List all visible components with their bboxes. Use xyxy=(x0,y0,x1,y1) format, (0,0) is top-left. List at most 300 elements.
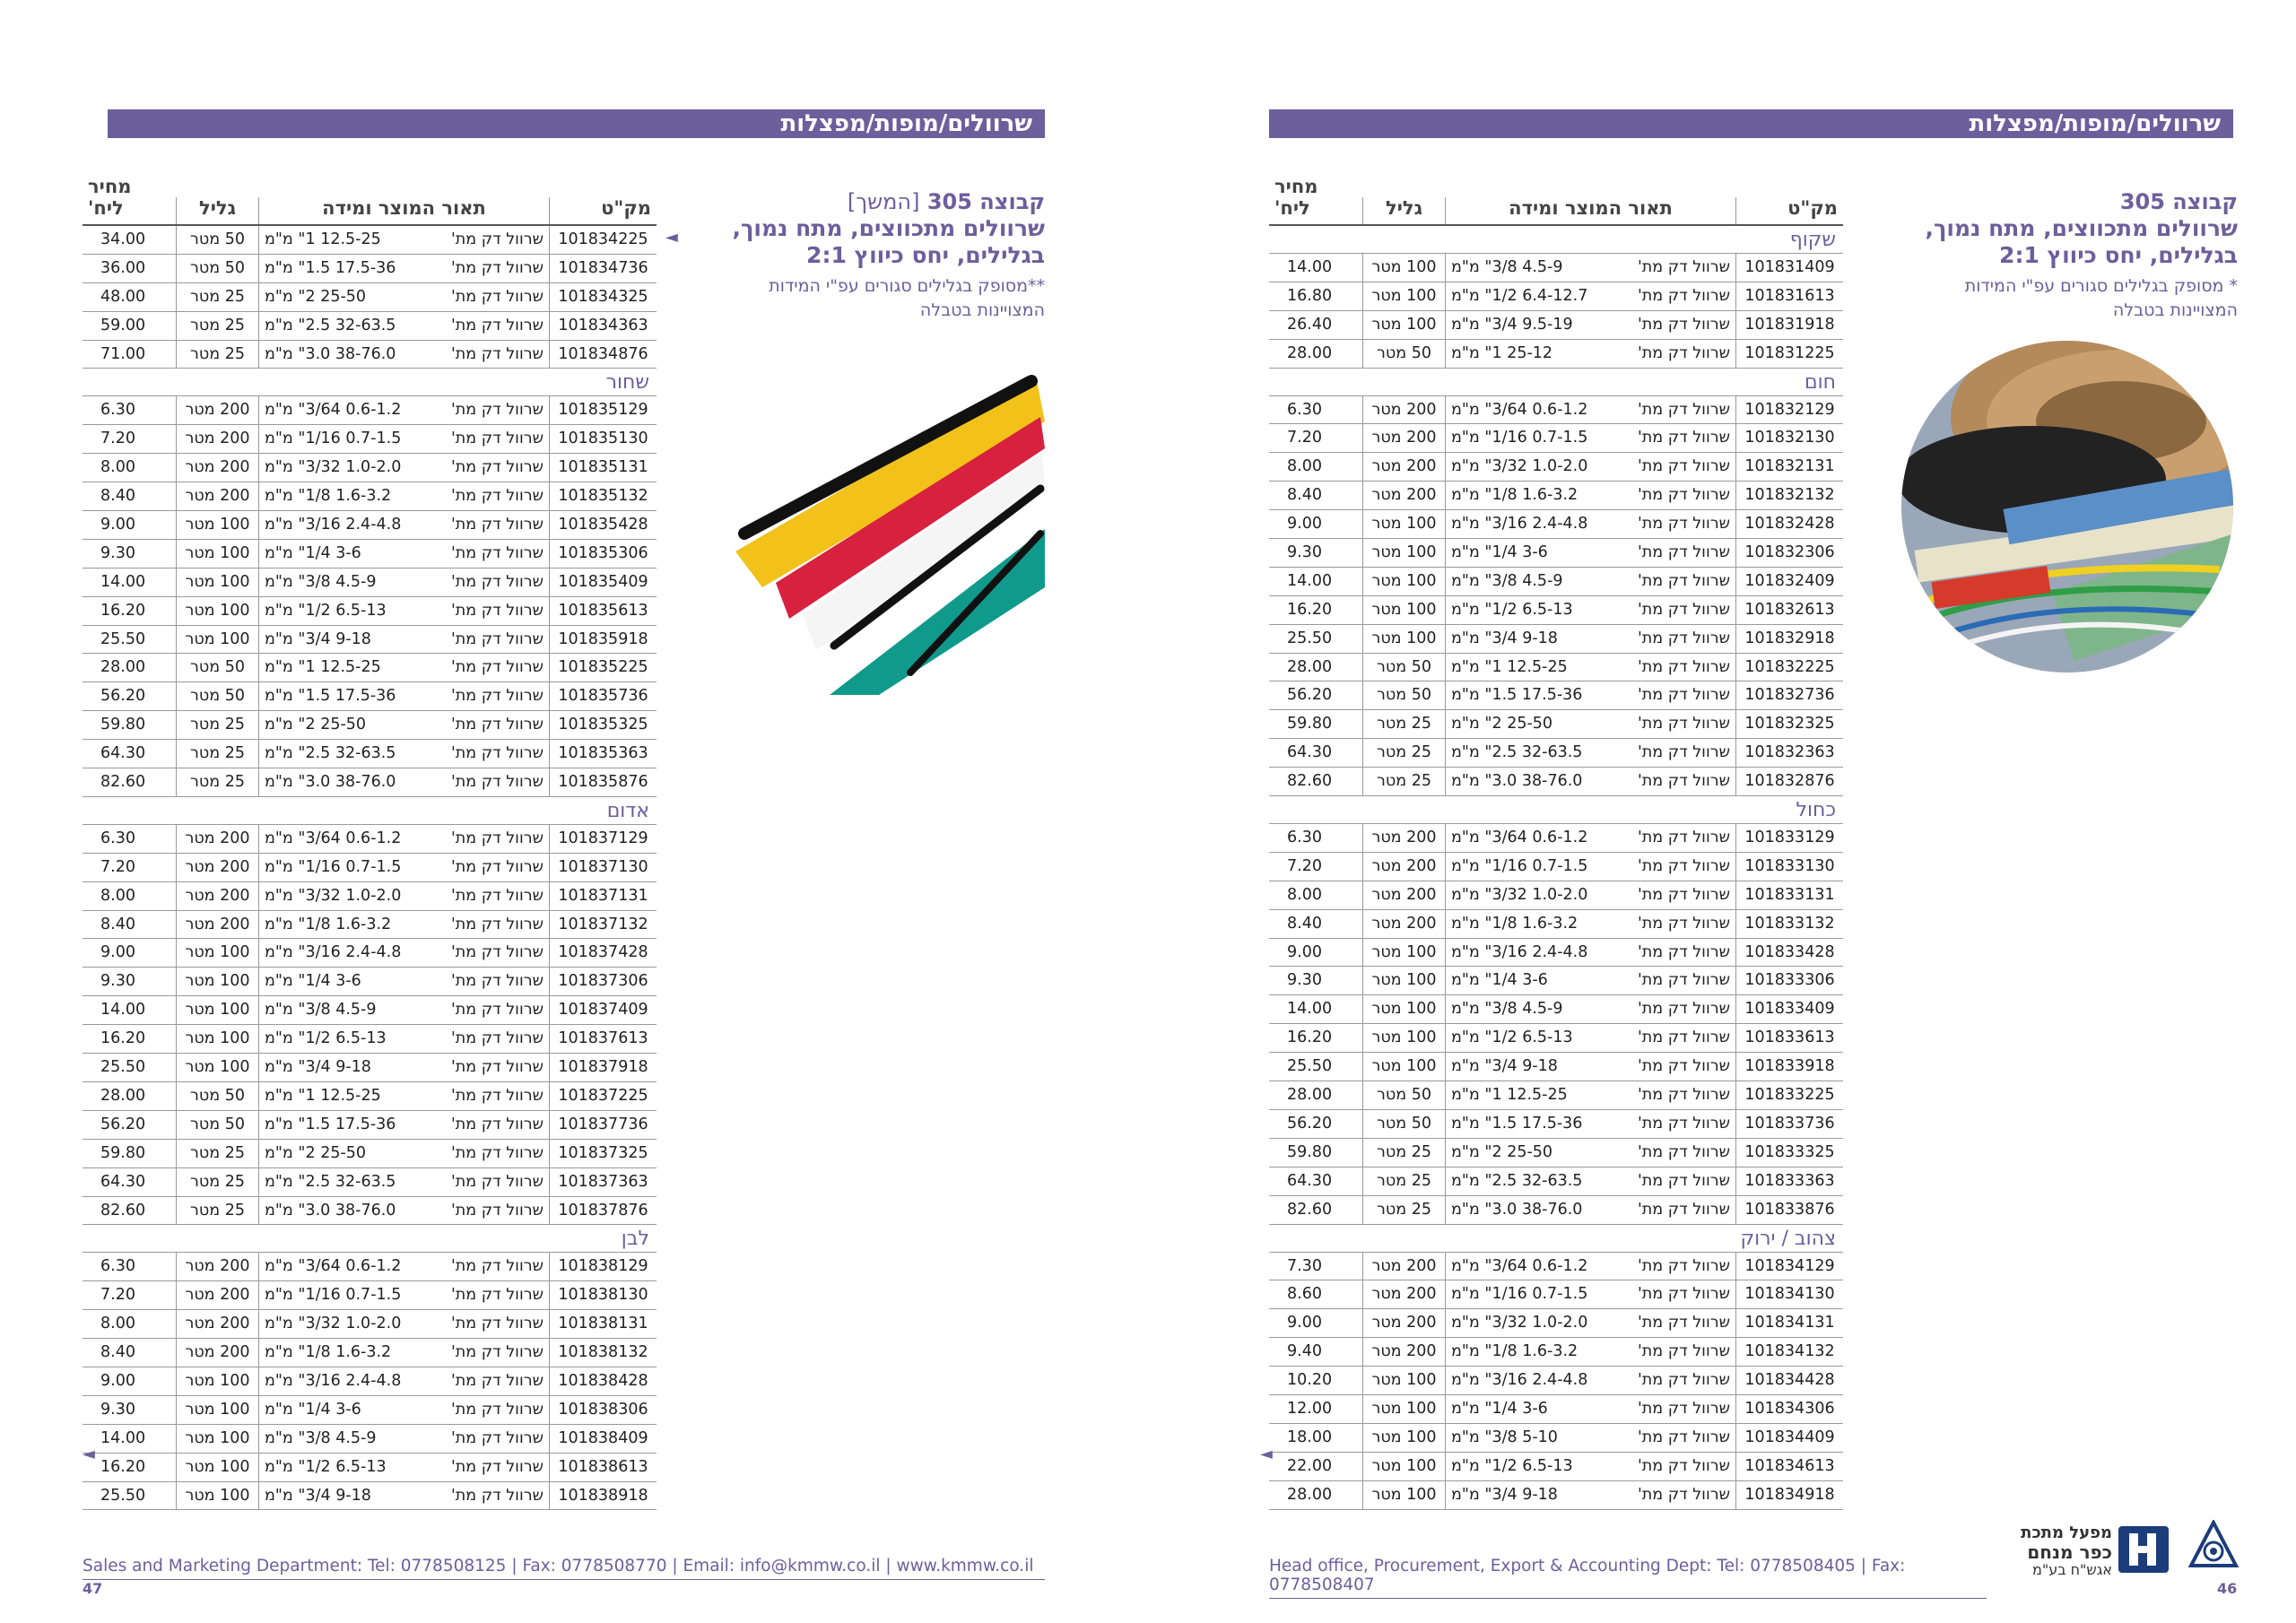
item-unit: מ"מ xyxy=(265,1172,293,1191)
item-description xyxy=(1445,311,1735,339)
item-description xyxy=(1445,510,1735,538)
item-unit: מ"מ xyxy=(1451,543,1480,562)
table-row xyxy=(83,1197,657,1226)
item-size-group xyxy=(1451,824,1587,852)
item-size-group xyxy=(1451,881,1587,909)
group-continued: [המשך] xyxy=(847,189,920,214)
item-description xyxy=(258,654,549,681)
item-size: 0.7-1.5 1/16" xyxy=(1484,429,1588,447)
item-unit: מ"מ xyxy=(1451,914,1480,933)
table-body xyxy=(83,226,657,1510)
table-row xyxy=(1269,910,1843,939)
item-roll-length: 50 מטר xyxy=(176,255,258,282)
item-size-group xyxy=(1451,1395,1548,1423)
supply-note-line2: המצויינות בטבלה xyxy=(919,300,1045,320)
table-row xyxy=(83,568,657,597)
item-size-group xyxy=(1451,424,1587,452)
item-unit: מ"מ xyxy=(1451,772,1480,791)
section-header-bar: שרוולים/מופות/מפצלות xyxy=(1269,109,2233,138)
item-size: 6.5-13 1/2" xyxy=(298,1457,387,1476)
item-description xyxy=(258,540,549,568)
item-code: 101834131 xyxy=(1735,1309,1843,1337)
item-unit: מ"מ xyxy=(1451,1342,1480,1361)
item-roll-length: 25 מטר xyxy=(176,341,258,369)
item-size-group xyxy=(1451,768,1582,795)
table-row xyxy=(83,597,657,626)
item-size: 2.4-4.8 3/16" xyxy=(298,1371,402,1390)
item-size: 6.5-13 1/2" xyxy=(298,601,387,620)
item-unit: מ"מ xyxy=(265,1115,293,1133)
table-row xyxy=(1269,1024,1843,1053)
item-description xyxy=(1445,824,1735,852)
item-size: 25-12 1" xyxy=(1484,343,1553,362)
item-size: 3-6 1/4" xyxy=(1484,543,1548,562)
item-size: 4.5-9 3/8" xyxy=(1484,1000,1563,1019)
heat-shrink-rolls-photo xyxy=(1897,336,2238,677)
table-row xyxy=(1269,1196,1843,1225)
item-price: 9.30 xyxy=(1287,971,1322,990)
item-price: 9.00 xyxy=(100,516,135,534)
item-price: 10.20 xyxy=(1287,1371,1333,1390)
item-unit: מ"מ xyxy=(265,886,293,905)
item-description xyxy=(1445,1424,1735,1452)
table-row xyxy=(83,454,657,482)
table-row xyxy=(83,1082,657,1111)
item-size-group xyxy=(265,511,401,539)
item-description xyxy=(1445,625,1735,653)
col-roll-header: גליל xyxy=(1362,197,1445,224)
item-unit: מ"מ xyxy=(1451,629,1480,647)
item-name: שרוול דק מת' xyxy=(450,430,544,448)
table-row xyxy=(83,540,657,568)
item-name: שרוול דק מת' xyxy=(450,1001,544,1020)
item-size-group xyxy=(265,1253,401,1280)
product-intro xyxy=(726,188,1045,323)
item-code: 101835131 xyxy=(549,454,657,482)
item-roll-length: 100 מטר xyxy=(1362,1395,1445,1423)
item-price: 7.30 xyxy=(1287,1256,1322,1275)
item-size-group xyxy=(265,1367,401,1395)
color-section-label: חום xyxy=(1269,369,1843,396)
item-name: שרוול דק מת' xyxy=(1637,1142,1730,1161)
item-size: 0.7-1.5 1/16" xyxy=(1484,856,1588,875)
item-price: 7.20 xyxy=(100,857,135,876)
item-size: 17.5-36 1.5" xyxy=(298,258,396,277)
item-roll-length: 50 מטר xyxy=(176,682,258,710)
item-code: 101831613 xyxy=(1735,282,1843,310)
item-size: 38-76.0 3.0" xyxy=(298,1201,396,1219)
item-roll-length: 100 מטר xyxy=(1362,625,1445,653)
item-size: 9.5-19 3/4" xyxy=(1484,315,1573,334)
table-row xyxy=(83,682,657,711)
item-size: 0.7-1.5 1/16" xyxy=(1484,1285,1588,1304)
item-code: 101834613 xyxy=(1735,1453,1843,1480)
item-price: 6.30 xyxy=(1287,400,1322,419)
item-code: 101837736 xyxy=(549,1111,657,1139)
item-unit: מ"מ xyxy=(265,773,293,792)
item-price: 22.00 xyxy=(1287,1456,1333,1475)
item-unit: מ"מ xyxy=(1451,600,1480,619)
table-row xyxy=(1269,1453,1843,1481)
item-size-group xyxy=(1451,1280,1587,1308)
item-code: 101838130 xyxy=(549,1281,657,1309)
item-size-group xyxy=(1451,1196,1582,1224)
item-code: 101835363 xyxy=(549,740,657,768)
item-description xyxy=(1445,654,1735,681)
item-size-group xyxy=(265,540,361,568)
item-price: 16.20 xyxy=(100,1457,146,1476)
item-name: שרוול דק מת' xyxy=(1637,343,1730,362)
item-size-group xyxy=(1451,625,1558,653)
item-name: שרוול דק מת' xyxy=(1637,743,1730,762)
table-row xyxy=(1269,967,1843,995)
item-description xyxy=(1445,1167,1735,1195)
item-size: 17.5-36 1.5" xyxy=(298,1115,396,1133)
item-code: 101834736 xyxy=(549,255,657,282)
item-roll-length: 100 מטר xyxy=(176,968,258,995)
item-size-group xyxy=(265,1396,361,1424)
item-size-group xyxy=(1451,654,1568,681)
item-code: 101834363 xyxy=(549,312,657,340)
item-size-group xyxy=(265,740,396,768)
item-size-group xyxy=(265,968,361,995)
group-title-text: קבוצה 305 xyxy=(926,189,1045,214)
item-roll-length: 200 מטר xyxy=(176,1339,258,1367)
item-size-group xyxy=(265,626,371,654)
item-code: 101835225 xyxy=(549,654,657,681)
item-roll-length: 25 מטר xyxy=(176,312,258,340)
item-name: שרוול דק מת' xyxy=(450,258,544,277)
table-row xyxy=(1269,1424,1843,1453)
item-roll-length: 25 מטר xyxy=(1362,1167,1445,1195)
item-unit: מ"מ xyxy=(1451,343,1480,362)
item-size: 3-6 1/4" xyxy=(1484,1399,1548,1418)
item-size: 1.0-2.0 3/32" xyxy=(1484,1314,1588,1332)
item-roll-length: 100 מטר xyxy=(176,597,258,625)
color-section-label: שקוף xyxy=(1269,226,1843,254)
item-code: 101832132 xyxy=(1735,482,1843,509)
item-name: שרוול דק מת' xyxy=(1637,286,1730,305)
item-code: 101837130 xyxy=(549,854,657,881)
item-name: שרוול דק מת' xyxy=(1637,1314,1730,1332)
item-code: 101832363 xyxy=(1735,739,1843,767)
item-code: 101838918 xyxy=(549,1482,657,1510)
item-description xyxy=(1445,739,1735,767)
color-section-label: צהוב / ירוק xyxy=(1269,1225,1843,1253)
item-code: 101838132 xyxy=(549,1339,657,1367)
item-name: שרוול דק מת' xyxy=(1637,686,1730,705)
item-description xyxy=(1445,995,1735,1023)
item-size: 12.5-25 1" xyxy=(298,1086,381,1105)
table-row xyxy=(83,1253,657,1281)
table-row xyxy=(1269,853,1843,881)
item-price: 8.40 xyxy=(100,915,135,933)
item-price: 16.20 xyxy=(1287,1028,1333,1047)
item-roll-length: 100 מטר xyxy=(1362,995,1445,1023)
item-size-group xyxy=(1451,453,1587,481)
item-size-group xyxy=(265,454,401,482)
item-name: שרוול דק מת' xyxy=(450,1486,544,1505)
item-description xyxy=(258,482,549,510)
item-size: 5-10 3/8" xyxy=(1484,1428,1558,1446)
item-price: 14.00 xyxy=(1287,1000,1333,1019)
item-description xyxy=(258,1482,549,1510)
item-name: שרוול דק מת' xyxy=(1637,942,1730,961)
item-code: 101838428 xyxy=(549,1367,657,1395)
item-description xyxy=(1445,340,1735,368)
item-size: 9-18 3/4" xyxy=(298,1486,371,1505)
item-unit: מ"מ xyxy=(1451,1028,1480,1047)
item-name: שרוול דק מת' xyxy=(450,658,544,677)
table-row xyxy=(83,255,657,283)
table-row xyxy=(1269,739,1843,768)
item-description xyxy=(258,1367,549,1395)
item-price: 82.60 xyxy=(100,1201,146,1219)
item-roll-length: 100 מטר xyxy=(1362,1481,1445,1509)
table-row xyxy=(1269,710,1843,739)
page-number: 47 xyxy=(83,1580,103,1597)
item-size: 0.6-1.2 3/64" xyxy=(298,1257,402,1276)
item-description xyxy=(1445,681,1735,709)
item-unit: מ"מ xyxy=(1451,400,1480,419)
item-code: 101837428 xyxy=(549,939,657,967)
item-roll-length: 25 מטר xyxy=(176,283,258,311)
item-price: 28.00 xyxy=(1287,1485,1333,1504)
table-row xyxy=(1269,1338,1843,1367)
item-name: שרוול דק מת' xyxy=(450,1457,544,1476)
item-size: 25-50 2" xyxy=(298,287,367,306)
item-name: שרוול דק מת' xyxy=(450,1029,544,1048)
company-name-line2: כפר מנחם xyxy=(2027,1541,2112,1563)
table-row xyxy=(1269,1395,1843,1424)
item-price: 64.30 xyxy=(100,1172,146,1191)
item-price: 7.20 xyxy=(100,430,135,448)
item-roll-length: 25 מטר xyxy=(1362,710,1445,738)
table-row xyxy=(1269,1481,1843,1510)
item-price: 9.00 xyxy=(1287,515,1322,534)
item-description xyxy=(258,1454,549,1481)
item-size-group xyxy=(1451,568,1563,595)
item-description xyxy=(1445,853,1735,881)
page-number: 46 xyxy=(2217,1580,2238,1597)
item-size: 3-6 1/4" xyxy=(298,543,361,562)
item-code: 101832876 xyxy=(1735,768,1843,795)
item-name: שרוול דק מת' xyxy=(1637,1485,1730,1504)
table-row xyxy=(83,1111,657,1140)
item-roll-length: 25 מטר xyxy=(176,711,258,739)
item-name: שרוול דק מת' xyxy=(450,744,544,763)
item-unit: מ"מ xyxy=(1451,1057,1480,1076)
item-roll-length: 100 מטר xyxy=(176,1367,258,1395)
item-size: 1.6-3.2 1/8" xyxy=(1484,914,1578,933)
item-unit: מ"מ xyxy=(265,857,293,876)
item-code: 101831225 xyxy=(1735,340,1843,368)
item-description xyxy=(1445,1395,1735,1423)
item-unit: מ"מ xyxy=(1451,1086,1480,1105)
item-unit: מ"מ xyxy=(265,572,293,591)
item-size: 0.6-1.2 3/64" xyxy=(1484,829,1588,847)
item-size: 4.5-9 3/8" xyxy=(298,1428,377,1447)
product-intro xyxy=(1915,188,2238,323)
item-description xyxy=(258,425,549,453)
item-roll-length: 25 מטר xyxy=(1362,739,1445,767)
item-unit: מ"מ xyxy=(265,230,293,248)
item-description xyxy=(258,312,549,340)
item-size-group xyxy=(265,1454,387,1481)
item-roll-length: 100 מטר xyxy=(1362,1053,1445,1081)
item-unit: מ"מ xyxy=(265,1400,293,1419)
item-unit: מ"מ xyxy=(265,516,293,534)
item-description xyxy=(258,511,549,539)
item-description xyxy=(258,968,549,995)
item-size: 1.0-2.0 3/32" xyxy=(1484,457,1588,476)
item-description xyxy=(258,1082,549,1110)
item-description xyxy=(1445,539,1735,567)
item-roll-length: 200 מטר xyxy=(176,454,258,482)
item-price: 16.80 xyxy=(1287,286,1333,305)
item-price: 59.80 xyxy=(100,1143,146,1162)
item-name: שרוול דק מת' xyxy=(1637,429,1730,447)
item-price: 12.00 xyxy=(1287,1399,1333,1418)
item-name: שרוול דק מת' xyxy=(1637,1256,1730,1275)
item-price: 25.50 xyxy=(1287,629,1333,647)
item-code: 101835325 xyxy=(549,711,657,739)
item-size-group xyxy=(1451,681,1582,709)
item-unit: מ"מ xyxy=(265,287,293,306)
item-size-group xyxy=(265,996,377,1024)
item-code: 101837306 xyxy=(549,968,657,995)
item-unit: מ"מ xyxy=(265,1457,293,1476)
item-unit: מ"מ xyxy=(265,1428,293,1447)
item-description xyxy=(1445,710,1735,738)
item-size: 17.5-36 1.5" xyxy=(298,687,396,706)
item-size-group xyxy=(1451,939,1587,967)
item-size-group xyxy=(265,1310,401,1338)
item-code: 101838613 xyxy=(549,1454,657,1481)
group-title: קבוצה 305 xyxy=(2119,189,2238,214)
item-name: שרוול דק מת' xyxy=(450,1343,544,1362)
item-unit: מ"מ xyxy=(1451,1200,1480,1219)
item-roll-length: 100 מטר xyxy=(1362,311,1445,339)
item-price: 8.00 xyxy=(1287,457,1322,476)
continued-arrow-icon: ◄ xyxy=(665,228,678,247)
supply-note-line2: המצויינות בטבלה xyxy=(2112,300,2238,320)
item-name: שרוול דק מת' xyxy=(450,716,544,734)
item-code: 101832131 xyxy=(1735,453,1843,481)
item-name: שרוול דק מת' xyxy=(1637,600,1730,619)
item-price: 8.00 xyxy=(1287,885,1322,904)
item-size-group xyxy=(265,1281,401,1309)
item-unit: מ"מ xyxy=(1451,286,1480,305)
item-name: שרוול דק מת' xyxy=(450,1400,544,1419)
item-code: 101832613 xyxy=(1735,596,1843,624)
catalog-page-47 xyxy=(72,0,1076,1623)
item-roll-length: 100 מטר xyxy=(176,1454,258,1481)
item-name: שרוול דק מת' xyxy=(450,972,544,991)
item-size-group xyxy=(265,854,401,881)
item-description xyxy=(1445,967,1735,994)
item-size-group xyxy=(1451,1338,1578,1366)
item-size-group xyxy=(265,1425,377,1453)
item-code: 101837129 xyxy=(549,825,657,853)
item-code: 101832409 xyxy=(1735,568,1843,595)
item-description xyxy=(258,768,549,796)
item-price: 64.30 xyxy=(100,744,146,763)
item-size-group xyxy=(265,825,401,853)
item-code: 101837325 xyxy=(549,1140,657,1167)
item-price: 6.30 xyxy=(1287,829,1322,847)
item-description xyxy=(1445,254,1735,282)
item-roll-length: 100 מטר xyxy=(176,568,258,596)
item-code: 101835409 xyxy=(549,568,657,596)
table-header xyxy=(83,176,657,226)
item-unit: מ"מ xyxy=(265,1286,293,1305)
item-size-group xyxy=(265,568,377,596)
item-size: 32-63.5 2.5" xyxy=(298,744,396,763)
item-code: 101834325 xyxy=(549,283,657,311)
table-header xyxy=(1269,176,1843,226)
item-roll-length: 50 מטר xyxy=(176,226,258,254)
item-size-group xyxy=(1451,482,1578,509)
item-size-group xyxy=(1451,739,1582,767)
item-code: 101834306 xyxy=(1735,1395,1843,1423)
item-price: 9.00 xyxy=(1287,942,1322,961)
section-header-bar: שרוולים/מופות/מפצלות xyxy=(108,109,1045,138)
heat-shrink-tubes-photo xyxy=(726,363,1045,695)
item-name: שרוול דק מת' xyxy=(450,601,544,620)
item-name: שרוול דק מת' xyxy=(450,1315,544,1333)
item-size-group xyxy=(265,425,401,453)
item-description xyxy=(1445,282,1735,310)
item-unit: מ"מ xyxy=(265,658,293,677)
item-code: 101833129 xyxy=(1735,824,1843,852)
item-unit: מ"מ xyxy=(265,1486,293,1505)
item-size-group xyxy=(1451,1167,1582,1195)
item-price: 8.60 xyxy=(1287,1285,1322,1304)
item-size-group xyxy=(265,1168,396,1196)
item-description xyxy=(1445,881,1735,909)
item-roll-length: 25 מטר xyxy=(176,1197,258,1225)
table-row xyxy=(83,312,657,341)
item-size: 32-63.5 2.5" xyxy=(1484,1171,1583,1190)
item-unit: מ"מ xyxy=(265,316,293,334)
item-code: 101834132 xyxy=(1735,1338,1843,1366)
item-size-group xyxy=(265,711,366,739)
item-roll-length: 200 מטר xyxy=(1362,1338,1445,1366)
item-code: 101837409 xyxy=(549,996,657,1024)
table-row xyxy=(83,482,657,511)
item-code: 101833736 xyxy=(1735,1110,1843,1138)
item-name: שרוול דק מת' xyxy=(450,886,544,905)
item-code: 101835428 xyxy=(549,511,657,539)
item-size-group xyxy=(1451,853,1587,881)
item-roll-length: 100 מטר xyxy=(1362,254,1445,282)
item-price: 8.40 xyxy=(100,487,135,506)
item-size: 6.4-12.7 1/2" xyxy=(1484,286,1588,305)
item-roll-length: 200 מטר xyxy=(1362,881,1445,909)
item-code: 101832918 xyxy=(1735,625,1843,653)
item-description xyxy=(1445,1280,1735,1308)
table-row xyxy=(83,1482,657,1511)
item-roll-length: 50 מטר xyxy=(1362,681,1445,709)
item-code: 101837918 xyxy=(549,1054,657,1081)
item-unit: מ"מ xyxy=(1451,942,1480,961)
item-size-group xyxy=(265,1140,366,1167)
item-unit: מ"מ xyxy=(265,258,293,277)
item-name: שרוול דק מת' xyxy=(450,316,544,334)
item-unit: מ"מ xyxy=(265,716,293,734)
item-price: 56.20 xyxy=(1287,686,1333,705)
